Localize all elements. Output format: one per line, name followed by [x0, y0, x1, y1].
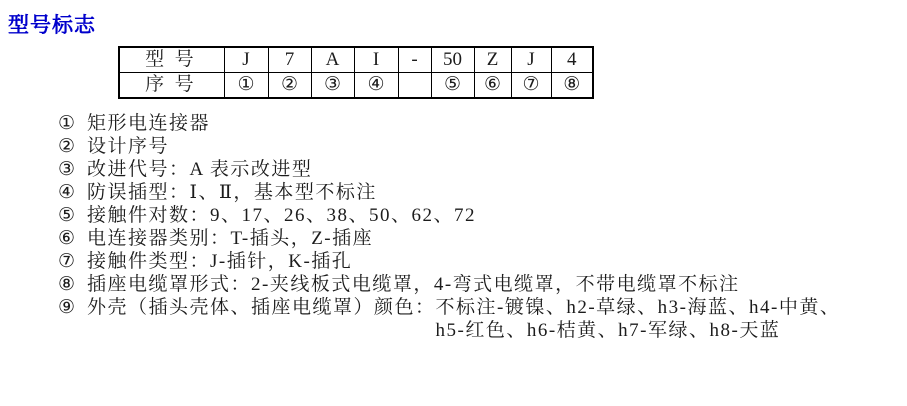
model-code-cell: -: [398, 47, 431, 73]
serial-row: [119, 73, 593, 99]
legend-item-text: [87, 296, 840, 342]
model-code-cell: 4: [551, 47, 593, 73]
serial-cell: ②: [268, 73, 311, 99]
legend-item-text: 插座电缆罩形式：2-夹线板式电缆罩，4-弯式电缆罩，不带电缆罩不标注: [87, 274, 740, 295]
circled-number-icon: ⑤: [58, 205, 76, 226]
legend-item-4: [58, 181, 840, 204]
legend-item-5: [58, 204, 840, 227]
legend-item-text: 电连接器类别：T-插头，Z-插座: [87, 228, 374, 249]
legend-item-9-label: 外壳（插头壳体、插座电缆罩）颜色：: [87, 297, 436, 318]
legend-item-text: 防误插型：Ⅰ、Ⅱ，基本型不标注: [87, 182, 377, 203]
serial-cell: ⑤: [431, 73, 474, 99]
model-code-cell: 7: [268, 47, 311, 73]
legend-item-text: 矩形电连接器: [87, 113, 211, 134]
model-row: [119, 47, 593, 73]
serial-cell: ⑥: [474, 73, 511, 99]
legend-item-9: [58, 296, 840, 342]
legend-list: [58, 112, 840, 342]
model-code-cell: Z: [474, 47, 511, 73]
serial-row-label: 序号: [119, 73, 224, 99]
serial-cell: [398, 73, 431, 99]
legend-item-text: 接触件对数：9、17、26、38、50、62、72: [87, 205, 477, 226]
model-code-cell: I: [354, 47, 398, 73]
circled-number-icon: ①: [58, 113, 76, 134]
circled-number-icon: ⑦: [58, 251, 76, 272]
page-title: 型号标志: [8, 14, 96, 37]
serial-cell: ③: [311, 73, 354, 99]
legend-item-text: 设计序号: [87, 136, 170, 157]
circled-number-icon: ⑥: [58, 228, 76, 249]
serial-cell: ①: [224, 73, 268, 99]
legend-item-2: [58, 135, 840, 158]
legend-item-7: [58, 250, 840, 273]
legend-item-text: 接触件类型：J-插针，K-插孔: [87, 251, 353, 272]
legend-item-9-value-line-2: h5-红色、h6-桔黄、h7-军绿、h8-天蓝: [435, 320, 781, 341]
legend-item-9-value-line-1: 不标注-镀镍、h2-草绿、h3-海蓝、h4-中黄、: [435, 297, 841, 318]
model-code-cell: A: [311, 47, 354, 73]
circled-number-icon: ②: [58, 136, 76, 157]
legend-item-1: [58, 112, 840, 135]
circled-number-icon: ⑨: [58, 297, 76, 318]
circled-number-icon: ④: [58, 182, 76, 203]
legend-item-9-values: [436, 296, 841, 342]
model-code-cell: J: [511, 47, 551, 73]
legend-item-8: [58, 273, 840, 296]
serial-cell: ④: [354, 73, 398, 99]
circled-number-icon: ③: [58, 159, 76, 180]
serial-cell: ⑦: [511, 73, 551, 99]
model-row-label: 型号: [119, 47, 224, 73]
circled-number-icon: ⑧: [58, 274, 76, 295]
serial-cell: ⑧: [551, 73, 593, 99]
legend-item-3: [58, 158, 840, 181]
model-designation-table: [118, 46, 594, 99]
model-code-cell: J: [224, 47, 268, 73]
legend-item-6: [58, 227, 840, 250]
model-code-cell: 50: [431, 47, 474, 73]
legend-item-text: 改进代号：A 表示改进型: [87, 159, 313, 180]
